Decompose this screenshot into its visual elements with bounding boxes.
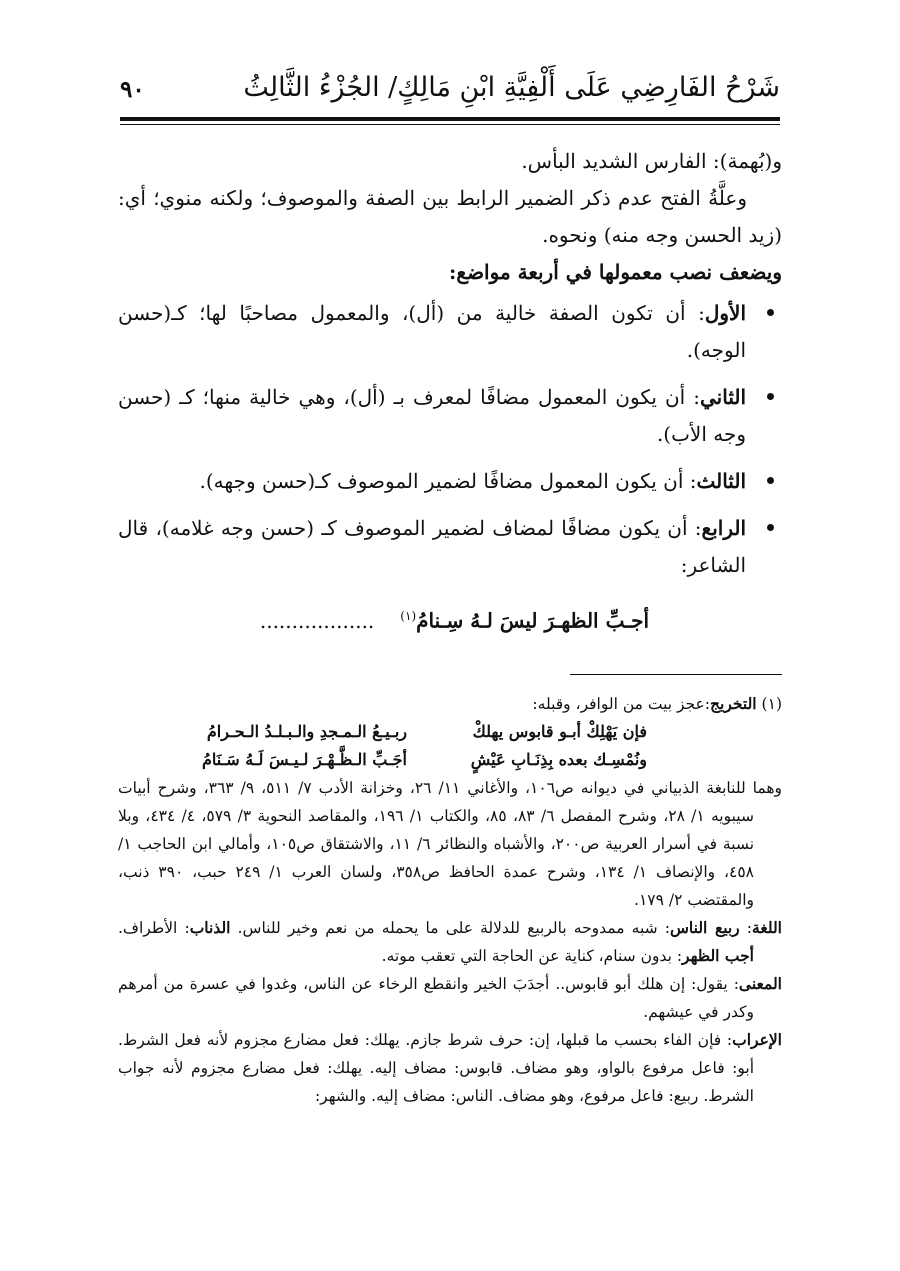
footnote-maana (118, 970, 782, 1026)
maana-label: المعنى (738, 974, 782, 993)
couplet-2 (118, 746, 782, 774)
footnote-number: (١) (761, 695, 782, 713)
header-rule-thin (120, 124, 780, 125)
lugha-term-2: الذناب (189, 918, 231, 937)
point-label: الرابع (701, 516, 746, 540)
couplet-2-first-hemistich: ونُمْسِـك بعده بِذِنَـابِ عَيْشٍ (470, 750, 647, 769)
header-rule-thick (120, 117, 780, 121)
couplet-1-first-hemistich: فإن يَهْلِكْ أبـو قابوس يهلكْ (472, 722, 647, 741)
poetry-verse (118, 598, 782, 640)
couplet-2-second-hemistich: أجَـبِّ الـظَّـهْـرَ لـيـسَ لَـهُ سَـنَامُ (201, 750, 407, 769)
list-item (118, 295, 782, 369)
point-text: : أن يكون المعمول مضافًا لضمير الموصوف كـ(حسن وجهه). (199, 469, 697, 493)
point-label: الثاني (699, 385, 746, 409)
lugha-label: اللغة (752, 918, 782, 937)
point-label: الأول (704, 301, 746, 325)
point-text: : أن يكون مضافًا لمضاف لضمير الموصوف كـ (حسن وجه غلامه)، قال الشاعر: (118, 516, 746, 577)
bullet-icon (767, 524, 774, 531)
footnote-separator (570, 674, 782, 675)
body-line-1: و(بُهمة): الفارس الشديد البأس. (521, 149, 782, 173)
points-list (118, 295, 782, 584)
point-label: الثالث (696, 469, 746, 493)
irab-text: : فإن الفاء بحسب ما قبلها، إن: حرف شرط جازم. يهلك: فعل مضارع مجزوم لأنه فعل الشرط. أبو: فاعل مرفوع بالواو، وهو مضاف. قابوس: مضاف إليه. يهلك: فعل مضارع مجزوم لأنه جواب الشرط. ربيع: فاعل مرفوع، وهو مضاف. الناس: مضاف إليه. والشهر: (118, 1031, 754, 1105)
maana-text: : يقول: إن هلك أبو قابوس.. أجدَبَ الخير وانقطع الرخاء عن الناس، وغدوا في عسرة من أمرهم وكدر في عيشهم. (118, 975, 754, 1021)
verse-ellipsis: .................. (259, 608, 375, 633)
takhrij-text: :عجز بيت من الوافر، وقبله: (532, 695, 711, 713)
footnote-reference[interactable]: (١) (400, 609, 417, 623)
takhrij-label: التخريج (710, 694, 757, 713)
points-intro: ويضعف نصب معمولها في أربعة مواضع: (449, 260, 782, 284)
lugha-term-1: ربيع الناس (670, 918, 740, 937)
couplet-1-second-hemistich: ربـيـعُ الـمـجدِ والـبـلـدُ الـحـرامُ (206, 722, 407, 741)
lugha-def-1: : شبه ممدوحه بالربيع للدلالة على ما يحمله من نعم وخير للناس. (237, 919, 670, 937)
lugha-def-2: : الأطراف. (118, 919, 190, 937)
footnote-irab (118, 1026, 782, 1110)
point-text: : أن تكون الصفة خالية من (أل)، والمعمول مصاحبًا لها؛ كـ(حسن الوجه). (118, 301, 746, 362)
footnote-intro (118, 690, 782, 718)
list-item (118, 463, 782, 500)
bullet-icon (767, 393, 774, 400)
lugha-def-3: : بدون سنام، كناية عن الحاجة التي تعقب موته. (381, 947, 683, 965)
footnote-sources: وهما للنابغة الذبياني في ديوانه ص١٠٦، والأغاني ١١/ ٢٦، وخزانة الأدب ٧/ ٥١١، ٩/ ٣٦٣، وشرح أبيات سيبويه ١/ ٢٨، وشرح المفصل ٦/ ٨٣، ٨٥، والكتاب ١/ ١٩٦، والمقاصد النحوية ٣/ ٥٧٩، ٤/ ٤٣٤، وبلا نسبة في أسرار العربية ص٢٠٠، والأشباه والنظائر ٦/ ١١، والاشتقاق ص١٠٥، وأمالي ابن الحاجب ١/ ٤٥٨، والإنصاف ١/ ١٣٤، وشرح عمدة الحافظ ص٣٥٨، ولسان العرب ١/ ٢٤٩ حبب، ٣٩٠ ذنب، والمقتضب ٢/ ١٧٩. (118, 779, 782, 909)
verse-hemistich: أجـبِّ الظهـرَ ليسَ لـهُ سِـنامُ (416, 608, 649, 633)
point-text: : أن يكون المعمول مضافًا لمعرف بـ (أل)، وهي خالية منها؛ كـ (حسن وجه الأب). (118, 385, 746, 446)
irab-label: الإعراب (732, 1030, 782, 1049)
bullet-icon (767, 477, 774, 484)
bullet-icon (767, 309, 774, 316)
main-text (118, 143, 782, 640)
list-item (118, 379, 782, 453)
page-number: ٩٠ (120, 76, 145, 103)
couplet-1 (118, 718, 782, 746)
running-header-title: شَرْحُ الفَارِضِي عَلَى أَلْفِيَّةِ ابْنِ مَالِكٍ/ الجُزْءُ الثَّالِثُ (243, 72, 780, 103)
lugha-term-3: أجب الظهر (682, 946, 754, 965)
list-item (118, 510, 782, 584)
footnote-lugha: اللغة: ربيع الناس: شبه ممدوحه بالربيع للدلالة على ما يحمله من نعم وخير للناس. الذناب: الأطراف. أجب الظهر: بدون سنام، كناية عن الحاجة التي تعقب موته. (118, 918, 782, 965)
body-paragraph-2: وعلَّةُ الفتح عدم ذكر الضمير الرابط بين الصفة والموصوف؛ ولكنه منوي؛ أي: (زيد الحسن وجه منه) ونحوه. (118, 186, 782, 247)
footnote (118, 690, 782, 1110)
